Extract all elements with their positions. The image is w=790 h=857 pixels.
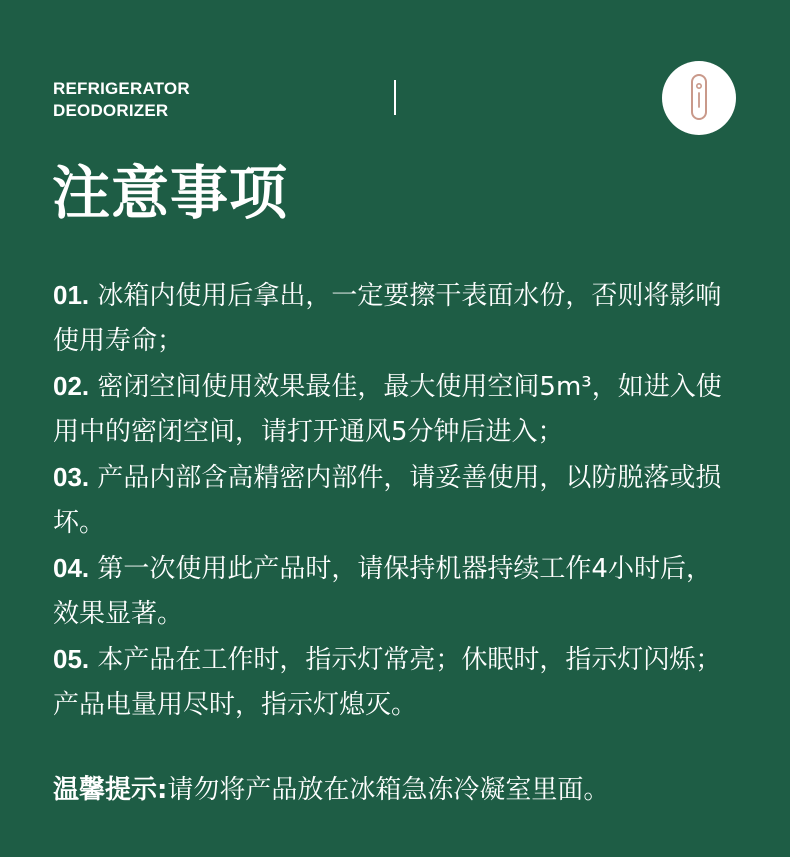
tip-text: 请勿将产品放在冰箱急冻冷凝室里面。: [167, 775, 610, 805]
notes-list: [53, 273, 733, 728]
note-number: 05.: [53, 644, 90, 674]
product-logo: [662, 61, 736, 135]
note-text: 产品内部含高精密内部件，请妥善使用，以防脱落或损坏。: [53, 463, 722, 538]
warm-tip: [53, 768, 753, 813]
deodorizer-device-icon: [662, 61, 736, 135]
note-item: [53, 273, 733, 364]
note-item: [53, 455, 733, 546]
note-item: [53, 637, 733, 728]
note-number: 04.: [53, 553, 90, 583]
page-title: 注意事项: [52, 159, 289, 227]
note-number: 03.: [53, 462, 90, 492]
note-text: 本产品在工作时，指示灯常亮；休眠时，指示灯闪烁；产品电量用尽时，指示灯熄灭。: [53, 645, 722, 720]
brand-line-2: DEODORIZER: [53, 101, 169, 120]
note-text: 第一次使用此产品时，请保持机器持续工作4小时后，效果显著。: [53, 554, 712, 629]
note-item: [53, 546, 733, 637]
header-divider: [394, 80, 396, 115]
brand-line-1: REFRIGERATOR: [53, 79, 190, 98]
note-text: 密闭空间使用效果最佳，最大使用空间5m³，如进入使用中的密闭空间，请打开通风5分钟后进入；: [53, 372, 722, 447]
tip-label: 温馨提示:: [53, 775, 168, 805]
brand-name: [53, 78, 190, 122]
note-number: 02.: [53, 371, 90, 401]
note-item: [53, 364, 733, 455]
note-text: 冰箱内使用后拿出，一定要擦干表面水份，否则将影响使用寿命；: [53, 281, 722, 356]
note-number: 01.: [53, 280, 90, 310]
